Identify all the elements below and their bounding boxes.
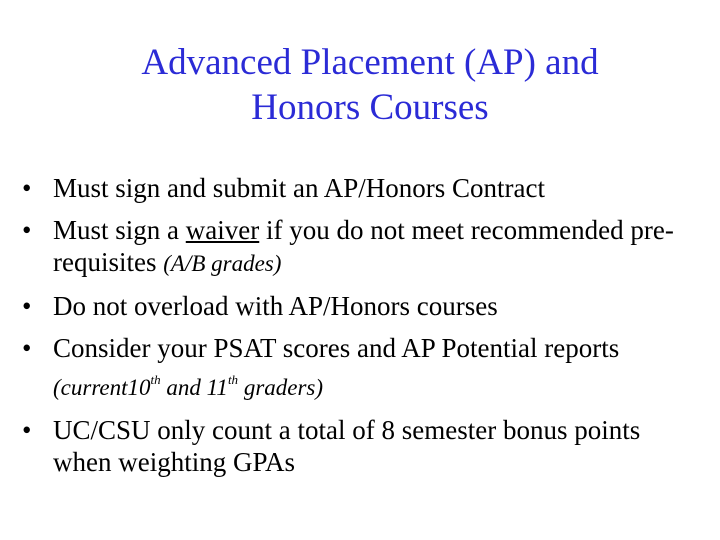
bullet-item-psat <box>22 332 702 404</box>
bullet-list <box>22 172 702 488</box>
graders-note-c: graders) <box>238 375 324 400</box>
bullet-text: Do not overload with AP/Honors courses <box>53 291 498 321</box>
bullet-marker: • <box>22 215 32 245</box>
bullet-text-pre: Must sign a <box>53 215 186 245</box>
bullet-text: UC/CSU only count a total of 8 semester bonus points when weighting GPAs <box>53 415 641 477</box>
bullet-item-overload <box>22 290 702 322</box>
graders-note-a: (current10 <box>53 375 151 400</box>
bullet-text-post: if you do not meet recommended pre-requisites <box>53 215 674 277</box>
bullet-item-uc-csu <box>22 414 702 478</box>
graders-note-b: and 11 <box>160 375 228 400</box>
bullet-marker: • <box>22 291 32 321</box>
bullet-text: Consider your PSAT scores and AP Potential reports <box>53 333 620 363</box>
bullet-item-waiver <box>22 214 702 280</box>
bullet-marker: • <box>22 415 32 445</box>
bullet-text: Must sign and submit an AP/Honors Contract <box>53 173 545 203</box>
waiver-link[interactable]: waiver <box>185 215 260 245</box>
bullet-marker: • <box>22 173 32 203</box>
slide-title <box>60 40 680 130</box>
bullet-item-contract <box>22 172 702 204</box>
superscript-th-2: th <box>227 372 239 387</box>
grades-note: (A/B grades) <box>163 251 282 276</box>
title-line-2: Honors Courses <box>251 87 489 128</box>
superscript-th-1: th <box>150 372 161 387</box>
bullet-marker: • <box>22 333 32 363</box>
title-line-1: Advanced Placement (AP) and <box>141 42 599 83</box>
